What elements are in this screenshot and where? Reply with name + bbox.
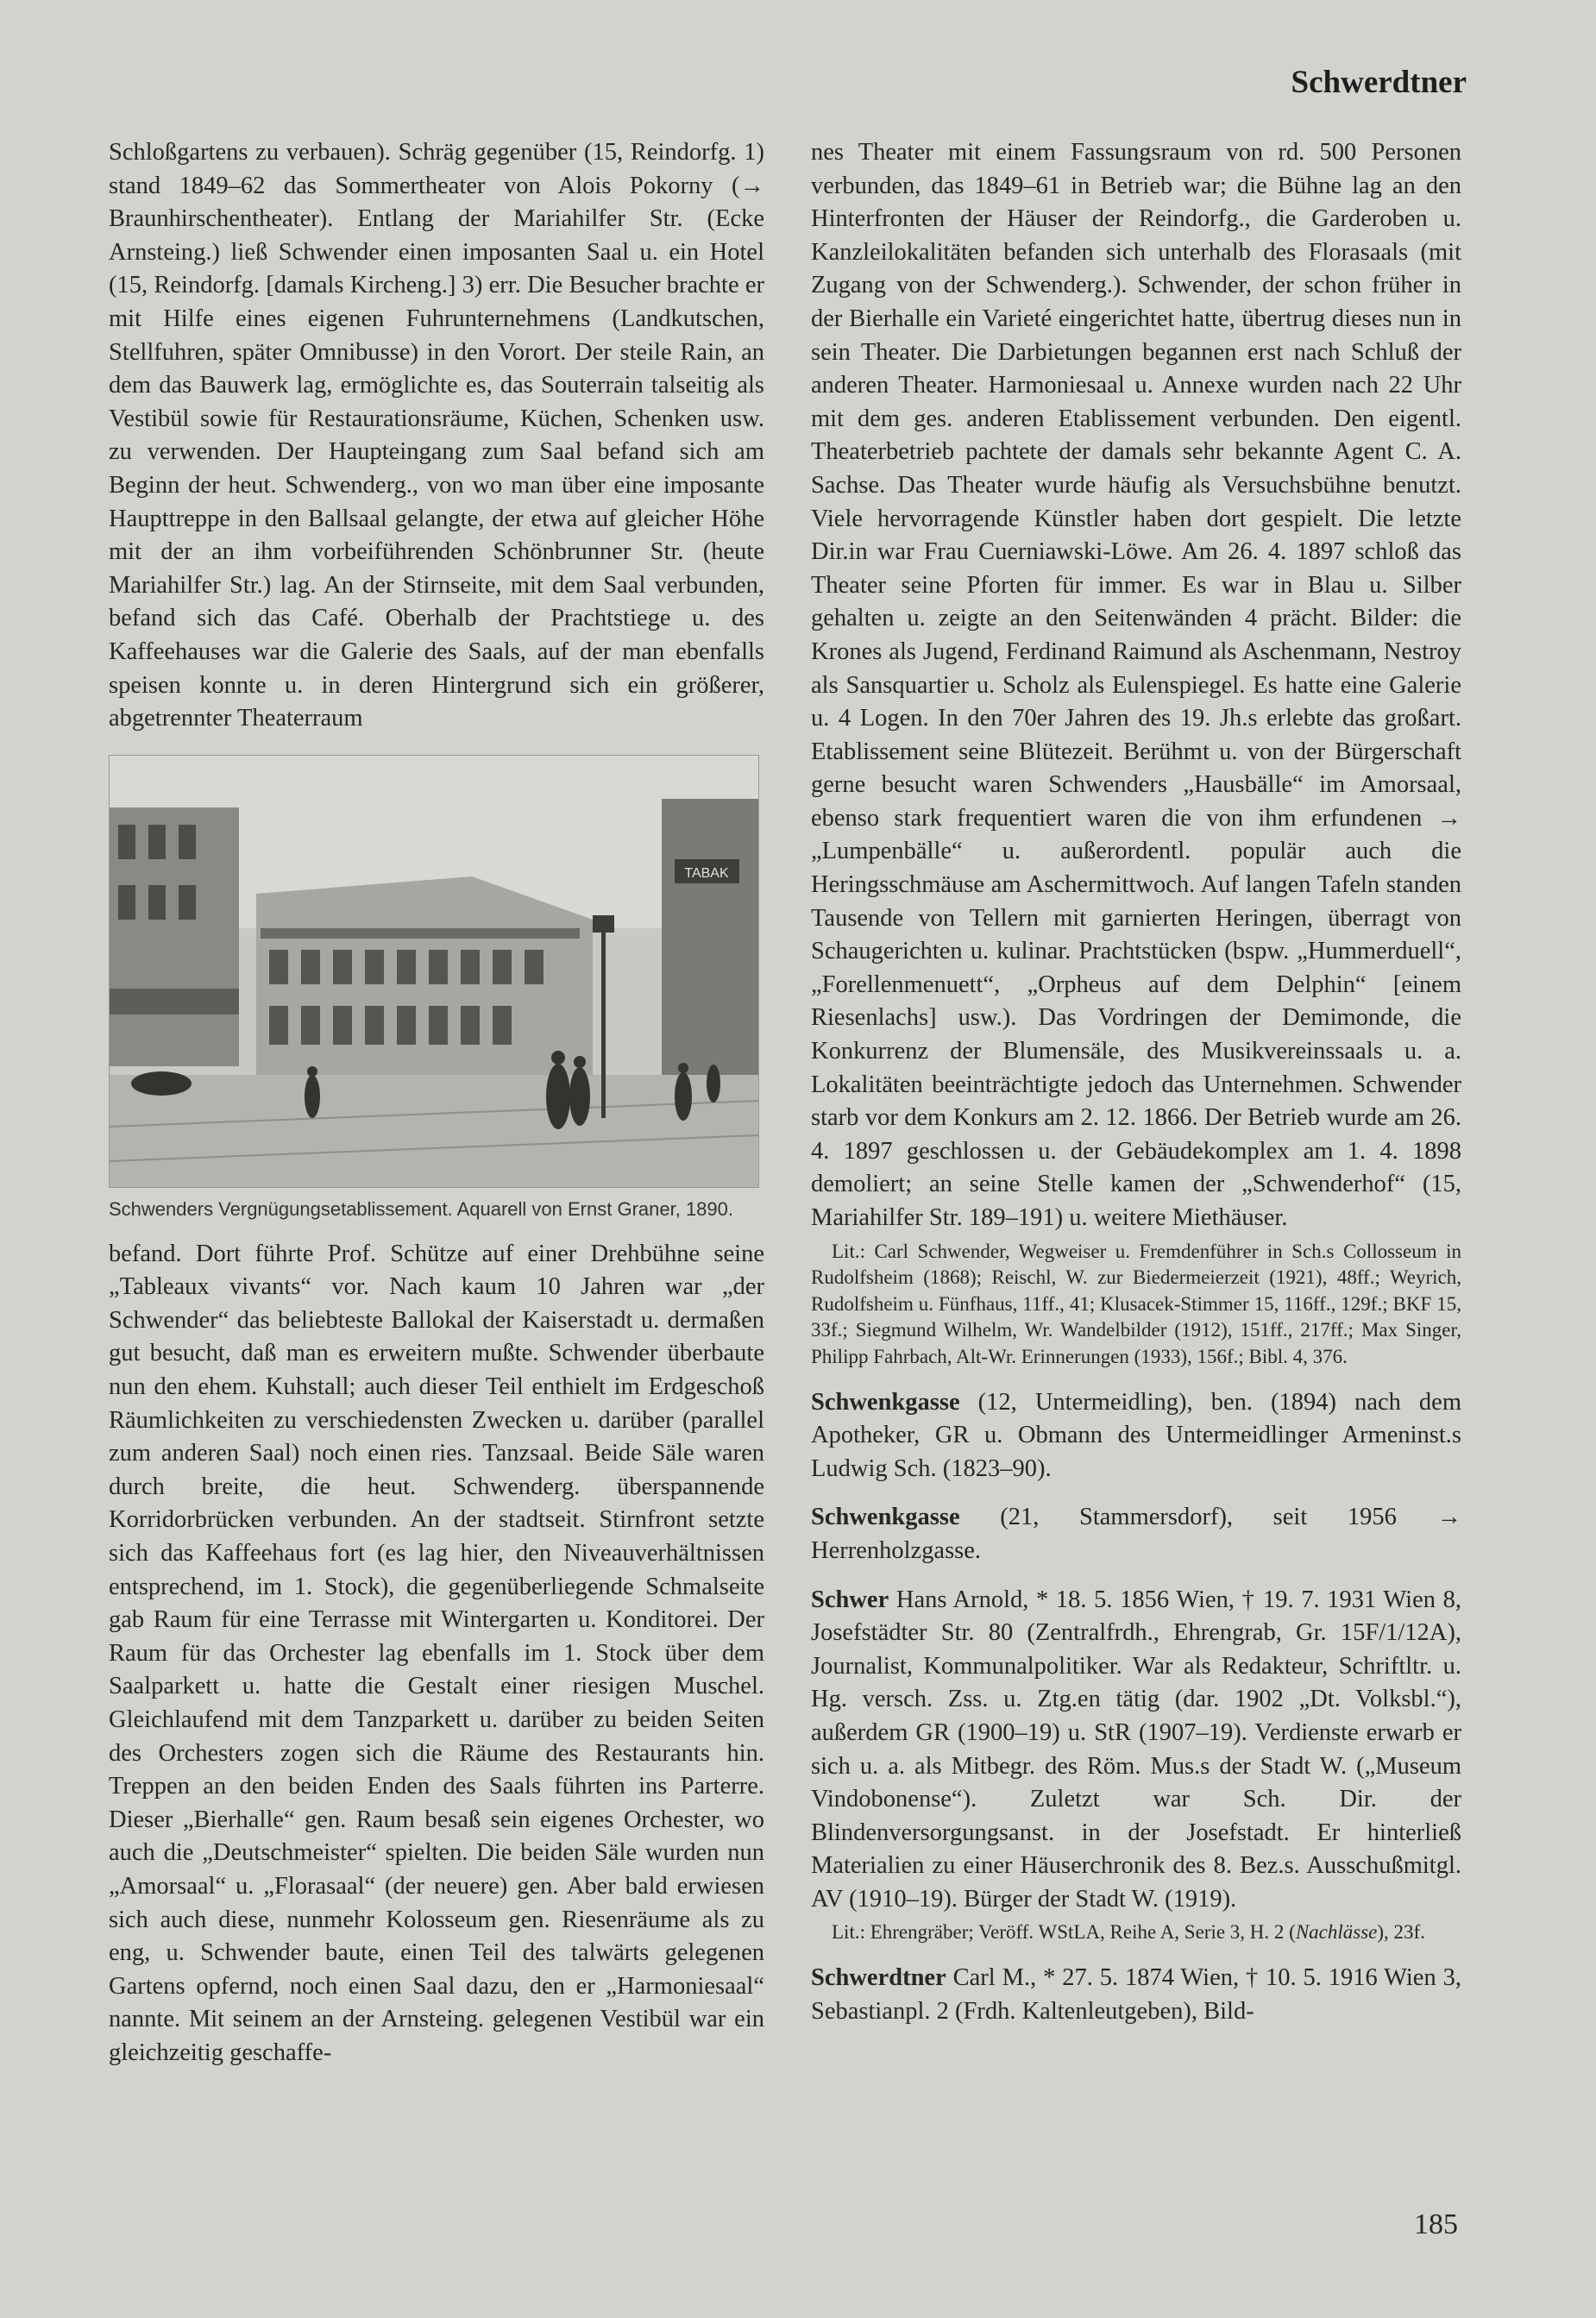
body-paragraph: befand. Dort führte Prof. Schütze auf einer Drehbühne seine „Tableaux vivants“ vor. Nach kaum 10 Jahren war „der Schwender“ das beliebteste Ballokal der Kaiserstadt u. dermaßen gut besucht, daß man es erweitern mußte. Schwender überbaute nun den ehem. Kuhstall; auch dieser Teil enthielt im Erdgeschoß Räumlichkeiten zu verschiedensten Zwecken u. darüber (parallel zum anderen Saal) noch einen ries. Tanzsaal. Beide Säle waren durch breite, die heut. Schwenderg. überspannende Korridorbrücken verbunden. An der stadtseit. Stirnfront setzte sich das Kaffeehaus fort (es lag hier, den Niveauverhältnissen entsprechend, im 1. Stock), die gegenüberliegende Schmalseite gab Raum für eine Terrasse mit Wintergarten u. Konditorei. Der Raum für das Orchester lag ebenfalls im 1. Stock über dem Saalparkett u. hatte die Gestalt einer riesigen Muschel. Gleichlaufend mit dem Tanzparkett u. darüber zu beiden Seiten des Orchesters zogen sich die Räume des Restaurants hin. Treppen an den beiden Enden des Saals führten ins Parterre. Dieser „Bierhalle“ gen. Raum besaß sein eigenes Orchester, wo auch die „Deutschmeister“ spielten. Die beiden Säle wurden nun „Amorsaal“ u. „Florasaal“ (der neuere) gen. Aber bald erwiesen sich auch diese, nunmehr Kolosseum gen. Riesenräume als zu eng, u. Schwender baute, einen Teil des talwärts gelegenen Gartens opfernd, noch einen Saal dazu, den er „Harmoniesaal“ nannte. Mit seinem an der Arnsteing. gelegenen Vestibül war ein gleichzeitig geschaffe- [109, 1240, 764, 2066]
figure-illustration [109, 755, 759, 1188]
entry-text: (12, Untermeidling), ben. (1894) nach dem Apotheker, GR u. Obmann des Untermeidlinger Armeninst.s Ludwig Sch. (1823–90). [811, 1388, 1461, 1482]
literature-note: Lit.: Carl Schwender, Wegweiser u. Fremdenführer in Sch.s Collosseum in Rudolfsheim (1868); Reischl, W. zur Biedermeierzeit (1921), 48ff.; Weyrich, Rudolfsheim u. Fünfhaus, 11ff., 41; Klusacek-Stimmer 15, 116ff., 129f.; BKF 15, 33f.; Siegmund Wilhelm, Wr. Wandelbilder (1912), 151ff., 217ff.; Max Singer, Philipp Fahrbach, Alt-Wr. Erinnerungen (1933), 156f.; Bibl. 4, 376. [811, 1240, 1461, 1367]
literature-note: Lit.: Ehrengräber; Veröff. WStLA, Reihe A, Serie 3, H. 2 (Nachlässe), 23f. [832, 1921, 1425, 1944]
entry-schwerdtner [811, 1962, 1461, 2028]
figure-caption: Schwenders Vergnügungsetablissement. Aquarell von Ernst Graner, 1890. [109, 1197, 734, 1220]
watercolor-image [110, 756, 758, 1187]
lemma: Schwenkgasse [811, 1388, 960, 1416]
tabak-sign: TABAK [684, 865, 729, 881]
lemma: Schwerdtner [811, 1964, 946, 1992]
lemma: Schwer [811, 1586, 889, 1613]
entry-text: (21, Stammersdorf), seit 1956 → Herrenholzgasse. [811, 1504, 1461, 1564]
body-paragraph: Schloßgartens zu verbauen). Schräg gegenüber (15, Reindorfg. 1) stand 1849–62 das Sommertheater von Alois Pokorny (→ Braunhirschentheater). Entlang der Mariahilfer Str. (Ecke Arnsteing.) ließ Schwender einen imposanten Saal u. ein Hotel (15, Reindorfg. [damals Kircheng.] 3) err. Die Besucher brachte er mit Hilfe eines eigenen Fuhrunternehmens (Landkutschen, Stellfuhren, später Omnibusse) in den Vorort. Der steile Rain, an dem das Bauwerk lag, ermöglichte es, das Souterrain talseitig als Vestibül sowie für Restaurationsräume, Küchen, Schenken usw. zu verwenden. Der Haupteingang zum Saal befand sich am Beginn der heut. Schwenderg., von wo man über eine imposante Haupttreppe in den Ballsaal gelangte, der etwa auf gleicher Höhe mit der an ihm vorbeiführenden Schönbrunner Str. (heute Mariahilfer Str.) lag. An der Stirnseite, mit dem Saal verbunden, befand sich das Café. Oberhalb der Prachtstiege u. des Kaffeehauses war die Galerie des Saals, auf der man ebenfalls speisen konnte u. in deren Hintergrund sich ein größerer, abgetrennter Theaterraum [109, 139, 764, 732]
entry-schwer [811, 1584, 1461, 1917]
entry-text: Hans Arnold, * 18. 5. 1856 Wien, † 19. 7. 1931 Wien 8, Josefstädter Str. 80 (Zentralfrdh., Ehrengrab, Gr. 15F/1/12A), Journalist, Kommunalpolitiker. War als Redakteur, Schriftltr. u. Hg. versch. Zss. u. Ztg.en tätig (dar. 1902 „Dt. Volksbl.“), außerdem GR (1900–19) u. StR (1907–19). Verdienste erwarb er sich u. a. als Mitbegr. des Röm. Mus.s der Stadt W. („Museum Vindobonense“). Zuletzt war Sch. Dir. der Blindenversorgungsanst. in der Josefstadt. Er hinterließ Materialien zu einer Häuserchronik des 8. Bez.s. Ausschußmitgl. AV (1910–19). Bürger der Stadt W. (1919). [811, 1586, 1461, 1913]
right-column [811, 136, 1461, 2028]
page-number: 185 [1414, 2208, 1458, 2240]
entry-schwenkgasse-21 [811, 1501, 1461, 1567]
entry-schwenkgasse-12 [811, 1386, 1461, 1486]
body-paragraph: nes Theater mit einem Fassungsraum von rd. 500 Personen verbunden, das 1849–61 in Betrieb war; die Bühne lag an den Hinterfronten der Häuser der Reindorfg., die Garderoben u. Kanzleilokalitäten befanden sich unterhalb des Florasaals (mit Zugang von der Schwenderg.). Schwender, der schon früher in der Bierhalle ein Varieté eingerichtet hatte, übertrug dieses nun in sein Theater. Die Darbietungen begannen erst nach Schluß der anderen Theater. Harmoniesaal u. Annexe wurden nach 22 Uhr mit dem ges. anderen Etablissement verbunden. Den eigentl. Theaterbetrieb pachtete der damals sehr bekannte Agent C. A. Sachse. Das Theater wurde häufig als Versuchsbühne benutzt. Viele hervorragende Künstler haben dort gespielt. Die letzte Dir.in war Frau Cuerniawski-Löwe. Am 26. 4. 1897 schloß das Theater seine Pforten für immer. Es war in Blau u. Silber gehalten u. zeigte an den Seitenwänden 4 prächt. Bilder: die Krones als Jugend, Ferdinand Raimund als Aschenmann, Nestroy als Sansquartier u. Scholz als Eulenspiegel. Es hatte eine Galerie u. 4 Logen. In den 70er Jahren des 19. Jh.s erlebte das großart. Etablissement seine Blütezeit. Berühmt u. von der Bürgerschaft gerne besucht waren Schwenders „Hausbälle“ im Amorsaal, ebenso stark frequentiert waren die von ihm erfundenen → „Lumpenbälle“ u. außerordentl. populär auch die Heringsschmäuse am Aschermittwoch. Auf langen Tafeln standen Tausende von Tellern mit garnierten Heringen, überragt von Schaugerichten u. kulinar. Prachtstücken (bspw. „Hummerduell“, „Forellenmenuett“, „Orpheus auf dem Delphin“ [einem Riesenlachs] usw.). Das Vordringen der Demimonde, die Konkurrenz der Blumensäle, des Musikvereinssaals u. a. Lokalitäten beeinträchtigte jedoch das Unternehmen. Schwender starb vor dem Konkurs am 2. 12. 1866. Der Betrieb wurde am 26. 4. 1897 geschlossen u. der Gebäudekomplex am 1. 4. 1898 demoliert; an seine Stelle kamen der „Schwenderhof“ (15, Mariahilfer Str. 189–191) u. weitere Miethäuser. [811, 139, 1461, 1231]
running-header: Schwerdtner [1291, 65, 1467, 100]
left-column [109, 136, 764, 2070]
lemma: Schwenkgasse [811, 1504, 960, 1531]
entry-text: Carl M., * 27. 5. 1874 Wien, † 10. 5. 1916 Wien 3, Sebastianpl. 2 (Frdh. Kaltenleutgeben), Bild- [811, 1964, 1461, 2025]
